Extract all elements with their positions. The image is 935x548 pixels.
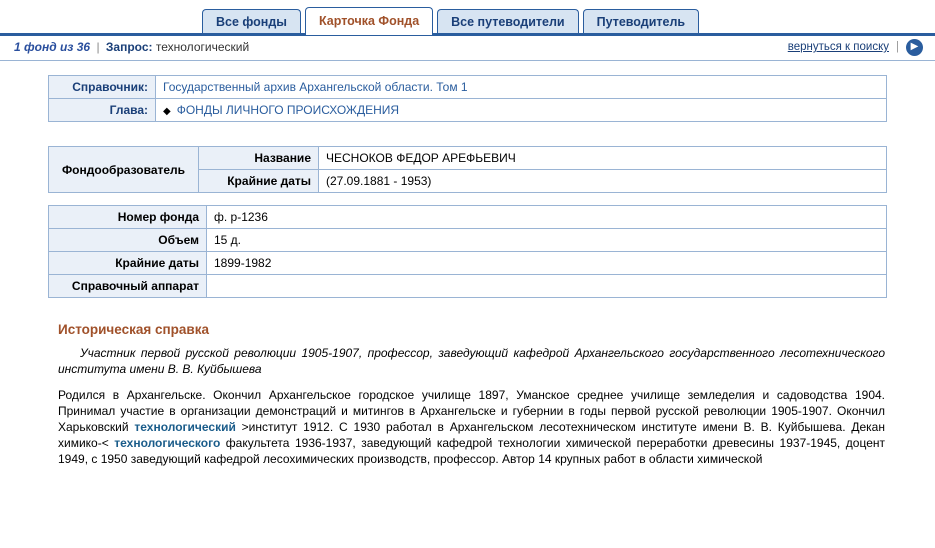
table-row	[49, 206, 887, 229]
fund-number-value: ф. р-1236	[207, 206, 887, 229]
guide-label: Справочник:	[49, 76, 156, 99]
chapter-link[interactable]: ФОНДЫ ЛИЧНОГО ПРОИСХОЖДЕНИЯ	[176, 103, 400, 117]
query-label: Запрос:	[105, 40, 153, 54]
query-summary	[14, 40, 249, 54]
tab-label: Путеводитель	[596, 15, 686, 29]
guide-value: Государственный архив Архангельской области. Том 1	[156, 76, 887, 99]
table-row	[49, 229, 887, 252]
fund-card-content	[0, 61, 935, 467]
creator-block-label: Фондообразователь	[49, 147, 199, 193]
fund-details-table	[48, 205, 887, 298]
table-row	[49, 252, 887, 275]
query-separator: |	[96, 40, 100, 54]
fund-volume-value: 15 д.	[207, 229, 887, 252]
historical-note-body	[58, 387, 885, 467]
body-part-2: >институт 1912. С 1930 работал в Архангельском лесотехническом институте имени В. В. Куйбышева. Декан химико-<	[58, 420, 885, 450]
creator-name-label: Название	[199, 147, 319, 170]
creator-dates-value: (27.09.1881 - 1953)	[319, 170, 887, 193]
creator-name-value: ЧЕСНОКОВ ФЕДОР АРЕФЬЕВИЧ	[319, 147, 887, 170]
highlight-term-1: технологический	[134, 420, 236, 434]
fund-apparatus-label: Справочный аппарат	[49, 275, 207, 298]
highlight-term-2: технологического	[114, 436, 221, 450]
query-bar	[0, 34, 935, 61]
tab-all-funds[interactable]	[202, 9, 301, 35]
tab-guide[interactable]	[583, 9, 699, 35]
table-row	[49, 147, 887, 170]
spacer	[48, 193, 887, 205]
tab-bar-underline	[0, 33, 935, 36]
circle-arrow-right-icon[interactable]: ▶	[906, 39, 923, 56]
fund-dates-label: Крайние даты	[49, 252, 207, 275]
fund-volume-label: Объем	[49, 229, 207, 252]
back-to-search-link[interactable]: вернуться к поиску	[787, 41, 889, 53]
tab-all-guides[interactable]	[437, 9, 578, 35]
fund-dates-value: 1899-1982	[207, 252, 887, 275]
creator-dates-label: Крайние даты	[199, 170, 319, 193]
tab-label: Все фонды	[216, 15, 287, 29]
tab-bar	[0, 0, 935, 34]
bullet-icon: ◆	[163, 106, 171, 117]
query-value: технологический	[155, 40, 250, 54]
result-count: 1 фонд из 36	[14, 40, 91, 54]
reference-table	[48, 75, 887, 122]
fund-apparatus-value	[207, 275, 887, 298]
tab-label: Все путеводители	[451, 15, 565, 29]
chapter-value-cell	[156, 99, 887, 122]
table-row	[49, 99, 887, 122]
fund-number-label: Номер фонда	[49, 206, 207, 229]
query-actions	[788, 39, 923, 56]
creator-table	[48, 146, 887, 193]
historical-note-title: Историческая справка	[58, 322, 209, 337]
actions-separator: |	[896, 41, 899, 53]
spacer	[48, 122, 887, 146]
body-part-3: факультета 1936-1937, заведующий кафедрой технологии химической переработки древесины 1937-1945, доцент 1949, с 1950 заведующий кафедрой лесохимических производств, профессор. Автор 14 крупных работ в области химической	[58, 436, 885, 466]
tab-list	[202, 0, 935, 34]
historical-note-lead: Участник первой русской революции 1905-1907, профессор, заведующий кафедрой Архангельского государственного лесотехнического института имени В. В. Куйбышева	[58, 346, 885, 376]
historical-note	[48, 322, 887, 467]
chapter-label: Глава:	[49, 99, 156, 122]
table-row	[49, 275, 887, 298]
body-part-1: Родился в Архангельске. Окончил Архангельское городское училище 1897, Уманское среднее училище земледелия и садоводства 1904. Принимал участие в организации демонстраций и митингов в Архангельске и губернии в годы первой русской революции 1905-1907. Окончил Харьковский	[58, 388, 885, 434]
spacer	[48, 298, 887, 322]
tab-fund-card[interactable]	[305, 7, 433, 35]
tab-label: Карточка Фонда	[318, 14, 420, 28]
table-row	[49, 76, 887, 99]
